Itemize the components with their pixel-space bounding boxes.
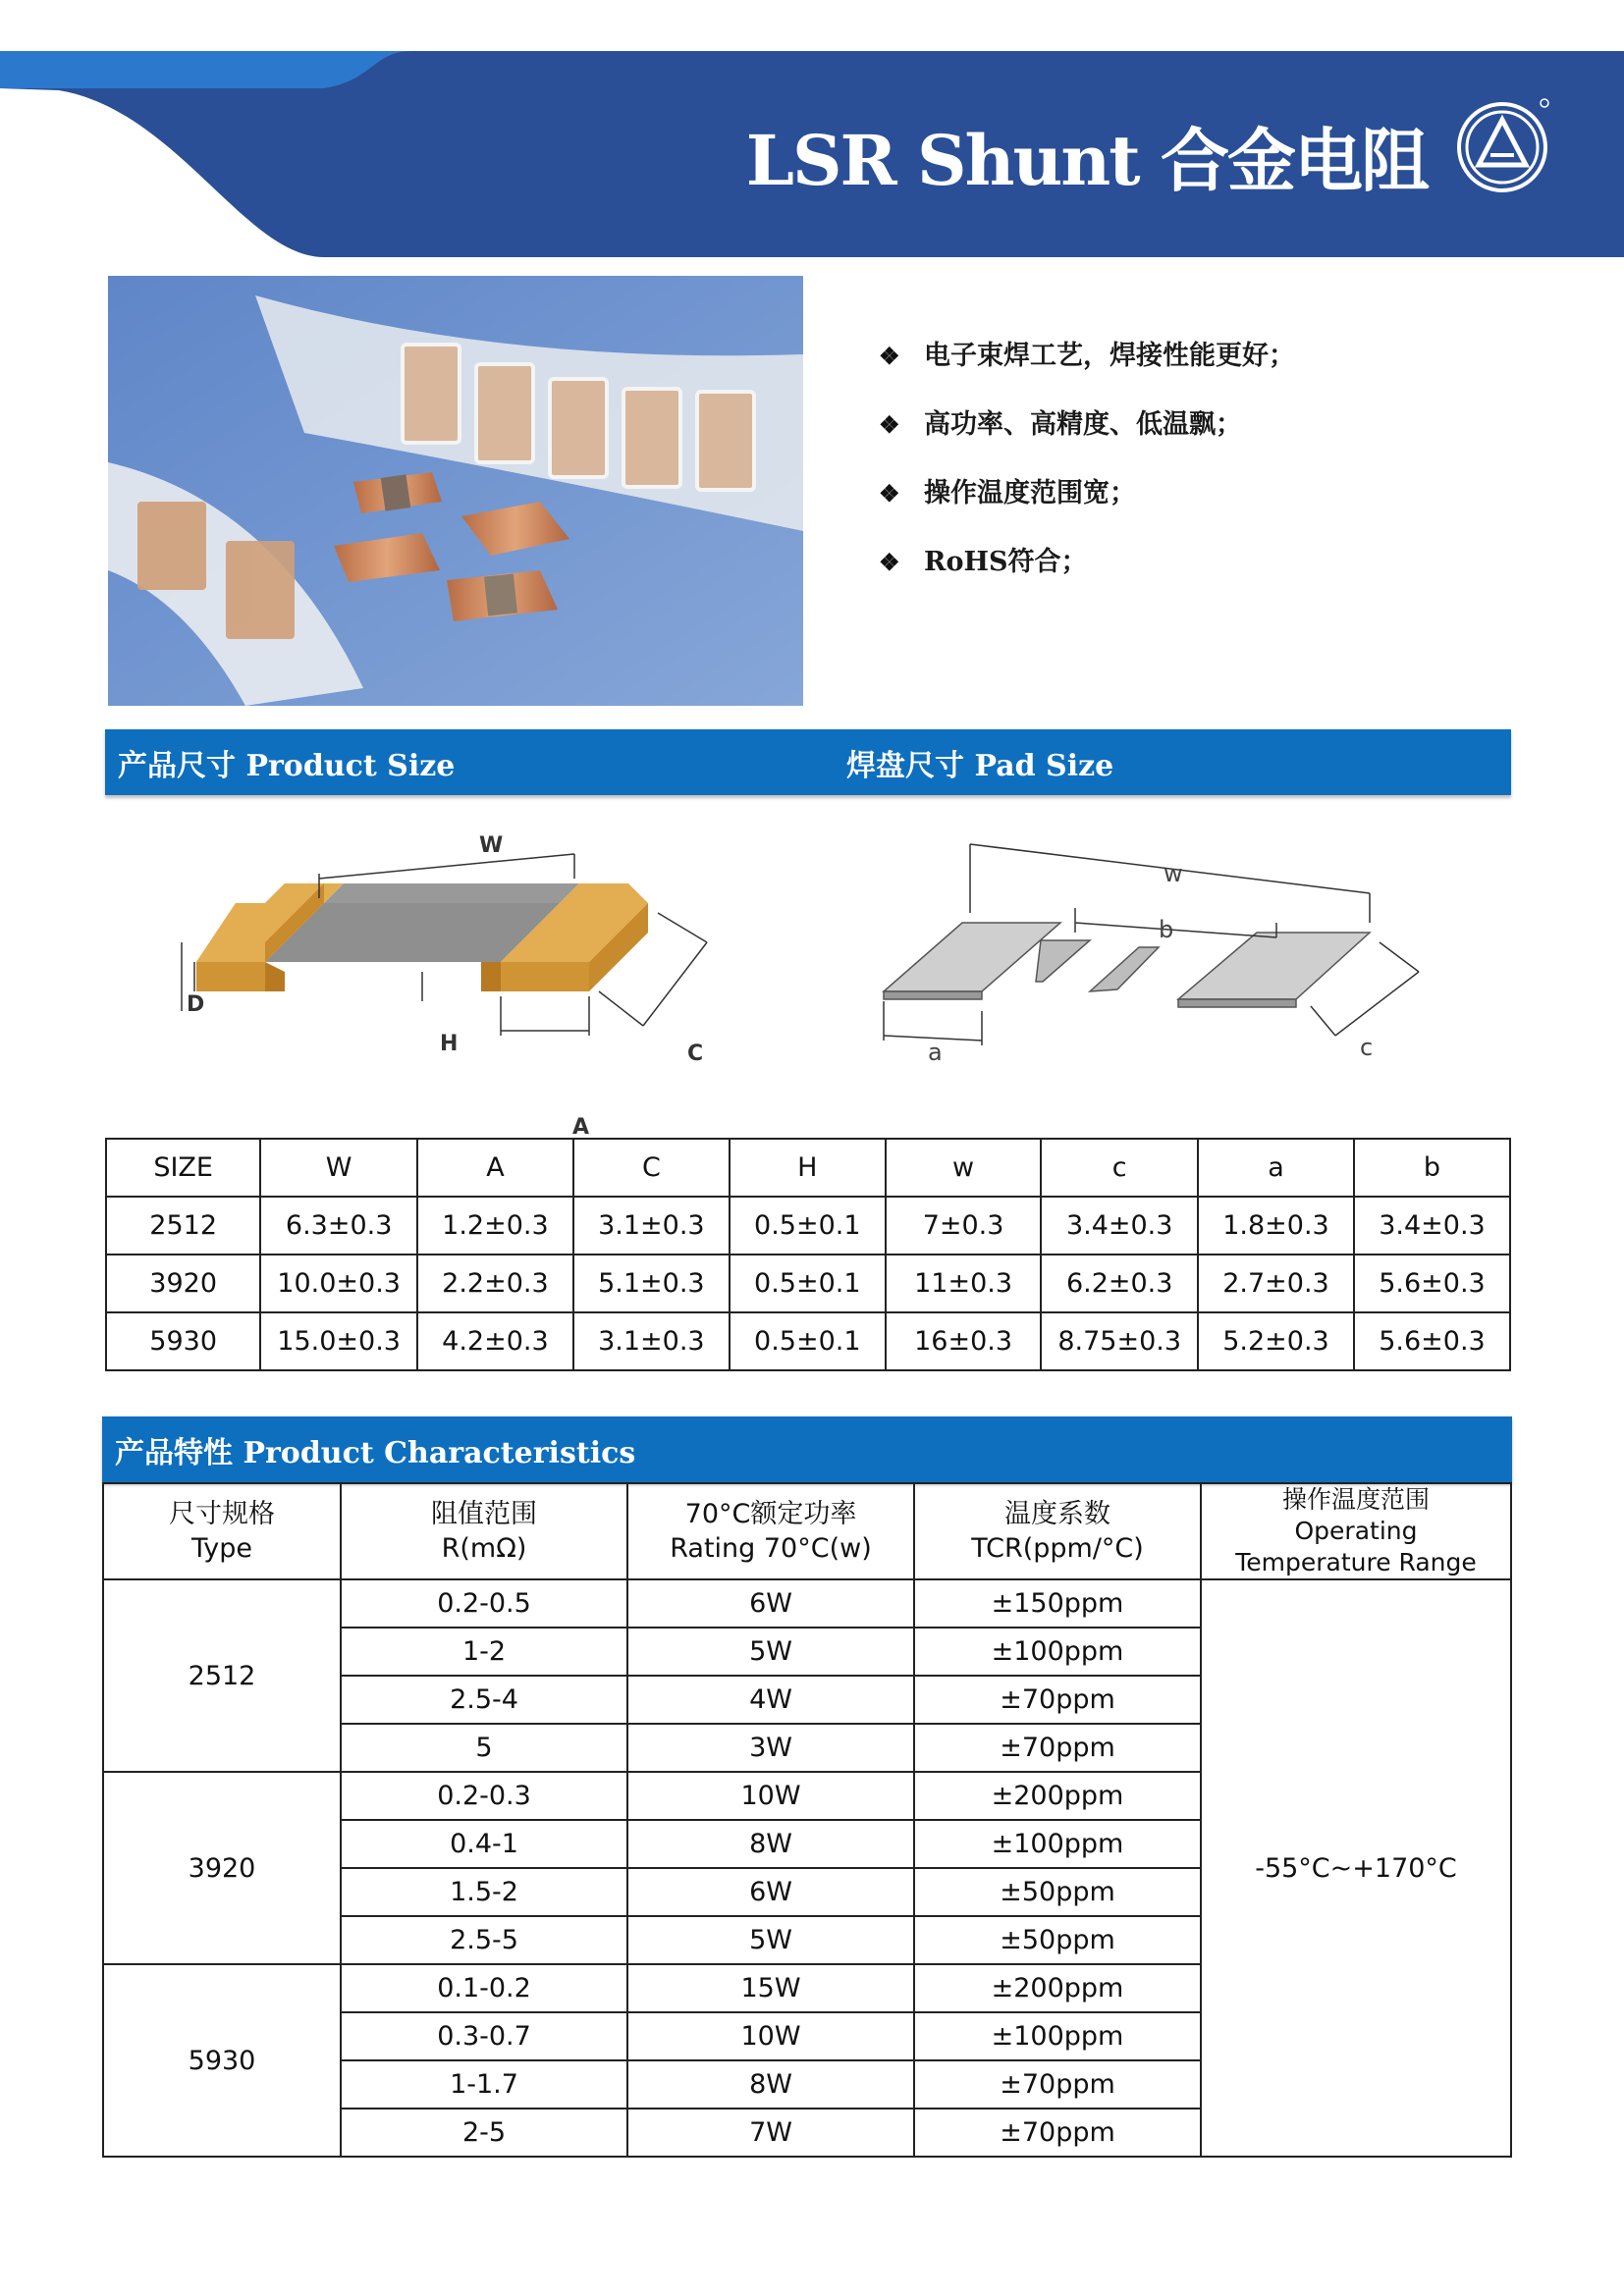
power-cell: 5W <box>627 1916 914 1964</box>
table-row <box>103 1579 1511 1628</box>
power-cell: 4W <box>627 1676 914 1724</box>
page-title: LSR Shunt 合金电阻 <box>745 120 1428 201</box>
feature-item: ❖ 操作温度范围宽； <box>879 478 1136 508</box>
table-cell: 5.6±0.3 <box>1354 1255 1510 1312</box>
tcr-cell: ±100ppm <box>914 1820 1201 1868</box>
label-D: D <box>187 992 205 1017</box>
table-row <box>106 1255 1510 1312</box>
diamond-bullet-icon: ❖ <box>879 479 900 507</box>
header-cell: W <box>260 1139 417 1197</box>
diamond-bullet-icon: ❖ <box>879 410 900 439</box>
type-cell: 3920 <box>103 1772 341 1964</box>
table-cell: 11±0.3 <box>886 1255 1042 1312</box>
table-cell: 0.5±0.1 <box>730 1197 886 1255</box>
product-size-diagram <box>177 825 746 1139</box>
header-cell-operating-range: 操作温度范围 Operating Temperature Range <box>1201 1483 1511 1579</box>
table-cell: 3.4±0.3 <box>1041 1197 1198 1255</box>
tcr-cell: ±200ppm <box>914 1964 1201 2012</box>
table-cell: 5.1±0.3 <box>573 1255 730 1312</box>
pad-size-diagram <box>864 825 1453 1119</box>
tcr-cell: ±70ppm <box>914 2109 1201 2157</box>
tcr-cell: ±70ppm <box>914 2060 1201 2109</box>
power-cell: 6W <box>627 1579 914 1628</box>
label-a: a <box>928 1039 943 1066</box>
table-cell: 10.0±0.3 <box>260 1255 417 1312</box>
tcr-cell: ±150ppm <box>914 1579 1201 1628</box>
header-cell: b <box>1354 1139 1510 1197</box>
label-H: H <box>440 1032 459 1056</box>
header-cell: w <box>886 1139 1042 1197</box>
resistance-cell: 0.2-0.3 <box>341 1772 627 1820</box>
resistance-cell: 0.4-1 <box>341 1820 627 1868</box>
size-table <box>105 1138 1511 1371</box>
table-header-row <box>106 1139 1510 1197</box>
table-cell: 2.2±0.3 <box>417 1255 573 1312</box>
table-row <box>106 1312 1510 1370</box>
tcr-cell: ±70ppm <box>914 1676 1201 1724</box>
resistance-cell: 1-2 <box>341 1628 627 1676</box>
power-cell: 6W <box>627 1868 914 1916</box>
power-cell: 10W <box>627 2012 914 2060</box>
type-cell: 2512 <box>103 1579 341 1772</box>
label-C: C <box>687 1041 704 1066</box>
tcr-cell: ±50ppm <box>914 1868 1201 1916</box>
table-cell: 4.2±0.3 <box>417 1312 573 1370</box>
table-cell: 1.8±0.3 <box>1198 1197 1354 1255</box>
header-cell: c <box>1041 1139 1198 1197</box>
resistance-cell: 1.5-2 <box>341 1868 627 1916</box>
characteristics-heading: 产品特性 Product Characteristics <box>115 1436 636 1470</box>
resistance-cell: 0.1-0.2 <box>341 1964 627 2012</box>
product-photo <box>108 276 803 706</box>
product-size-heading: 产品尺寸 Product Size <box>118 749 456 783</box>
tcr-cell: ±70ppm <box>914 1724 1201 1772</box>
diamond-bullet-icon: ❖ <box>879 548 900 576</box>
resistance-cell: 2.5-4 <box>341 1676 627 1724</box>
operating-range-cell: -55°C~+170°C <box>1201 1579 1511 2157</box>
feature-item: ❖ 高功率、高精度、低温飘； <box>879 409 1242 440</box>
table-cell: 1.2±0.3 <box>417 1197 573 1255</box>
table-cell: 8.75±0.3 <box>1041 1312 1198 1370</box>
header-cell: C <box>573 1139 730 1197</box>
header-cell-resistance: 阻值范围 R(mΩ) <box>341 1483 627 1579</box>
header-cell-power: 70°C额定功率 Rating 70°C(w) <box>627 1483 914 1579</box>
table-cell: 6.2±0.3 <box>1041 1255 1198 1312</box>
label-c: c <box>1360 1034 1374 1061</box>
feature-item: ❖ RoHS符合； <box>879 547 1088 577</box>
table-cell: 6.3±0.3 <box>260 1197 417 1255</box>
characteristics-section-bar <box>102 1416 1512 1482</box>
tcr-cell: ±50ppm <box>914 1916 1201 1964</box>
diamond-bullet-icon: ❖ <box>879 342 900 370</box>
power-cell: 3W <box>627 1724 914 1772</box>
power-cell: 15W <box>627 1964 914 2012</box>
table-cell: 3.4±0.3 <box>1354 1197 1510 1255</box>
table-header-row <box>103 1483 1511 1579</box>
table-cell: 15.0±0.3 <box>260 1312 417 1370</box>
resistance-cell: 1-1.7 <box>341 2060 627 2109</box>
table-cell: 2.7±0.3 <box>1198 1255 1354 1312</box>
resistance-cell: 0.2-0.5 <box>341 1579 627 1628</box>
power-cell: 10W <box>627 1772 914 1820</box>
header-cell-tcr: 温度系数 TCR(ppm/°C) <box>914 1483 1201 1579</box>
header-cell: A <box>417 1139 573 1197</box>
tcr-cell: ±200ppm <box>914 1772 1201 1820</box>
header-cell-type: 尺寸规格 Type <box>103 1483 341 1579</box>
header-cell: a <box>1198 1139 1354 1197</box>
table-cell: 3.1±0.3 <box>573 1197 730 1255</box>
table-cell: 16±0.3 <box>886 1312 1042 1370</box>
resistance-cell: 2.5-5 <box>341 1916 627 1964</box>
tcr-cell: ±100ppm <box>914 2012 1201 2060</box>
table-cell: 5930 <box>106 1312 260 1370</box>
label-w: w <box>1164 860 1183 887</box>
power-cell: 8W <box>627 2060 914 2109</box>
table-cell: 2512 <box>106 1197 260 1255</box>
power-cell: 8W <box>627 1820 914 1868</box>
table-cell: 3920 <box>106 1255 260 1312</box>
size-section-bar <box>105 729 1511 795</box>
characteristics-table <box>102 1482 1512 2158</box>
table-cell: 5.6±0.3 <box>1354 1312 1510 1370</box>
label-W: W <box>479 833 504 858</box>
header-cell: H <box>730 1139 886 1197</box>
type-cell: 5930 <box>103 1964 341 2157</box>
table-cell: 0.5±0.1 <box>730 1255 886 1312</box>
resistance-cell: 5 <box>341 1724 627 1772</box>
brand-logo <box>1453 98 1551 196</box>
table-cell: 0.5±0.1 <box>730 1312 886 1370</box>
label-A: A <box>572 1115 590 1139</box>
header-cell: SIZE <box>106 1139 260 1197</box>
power-cell: 5W <box>627 1628 914 1676</box>
resistance-cell: 2-5 <box>341 2109 627 2157</box>
label-b: b <box>1159 916 1174 943</box>
power-cell: 7W <box>627 2109 914 2157</box>
table-row <box>106 1197 1510 1255</box>
tcr-cell: ±100ppm <box>914 1628 1201 1676</box>
pad-size-heading: 焊盘尺寸 Pad Size <box>846 749 1114 783</box>
table-cell: 5.2±0.3 <box>1198 1312 1354 1370</box>
table-cell: 3.1±0.3 <box>573 1312 730 1370</box>
feature-list <box>879 334 1295 609</box>
table-cell: 7±0.3 <box>886 1197 1042 1255</box>
feature-item: ❖ 电子束焊工艺，焊接性能更好； <box>879 341 1295 371</box>
resistance-cell: 0.3-0.7 <box>341 2012 627 2060</box>
